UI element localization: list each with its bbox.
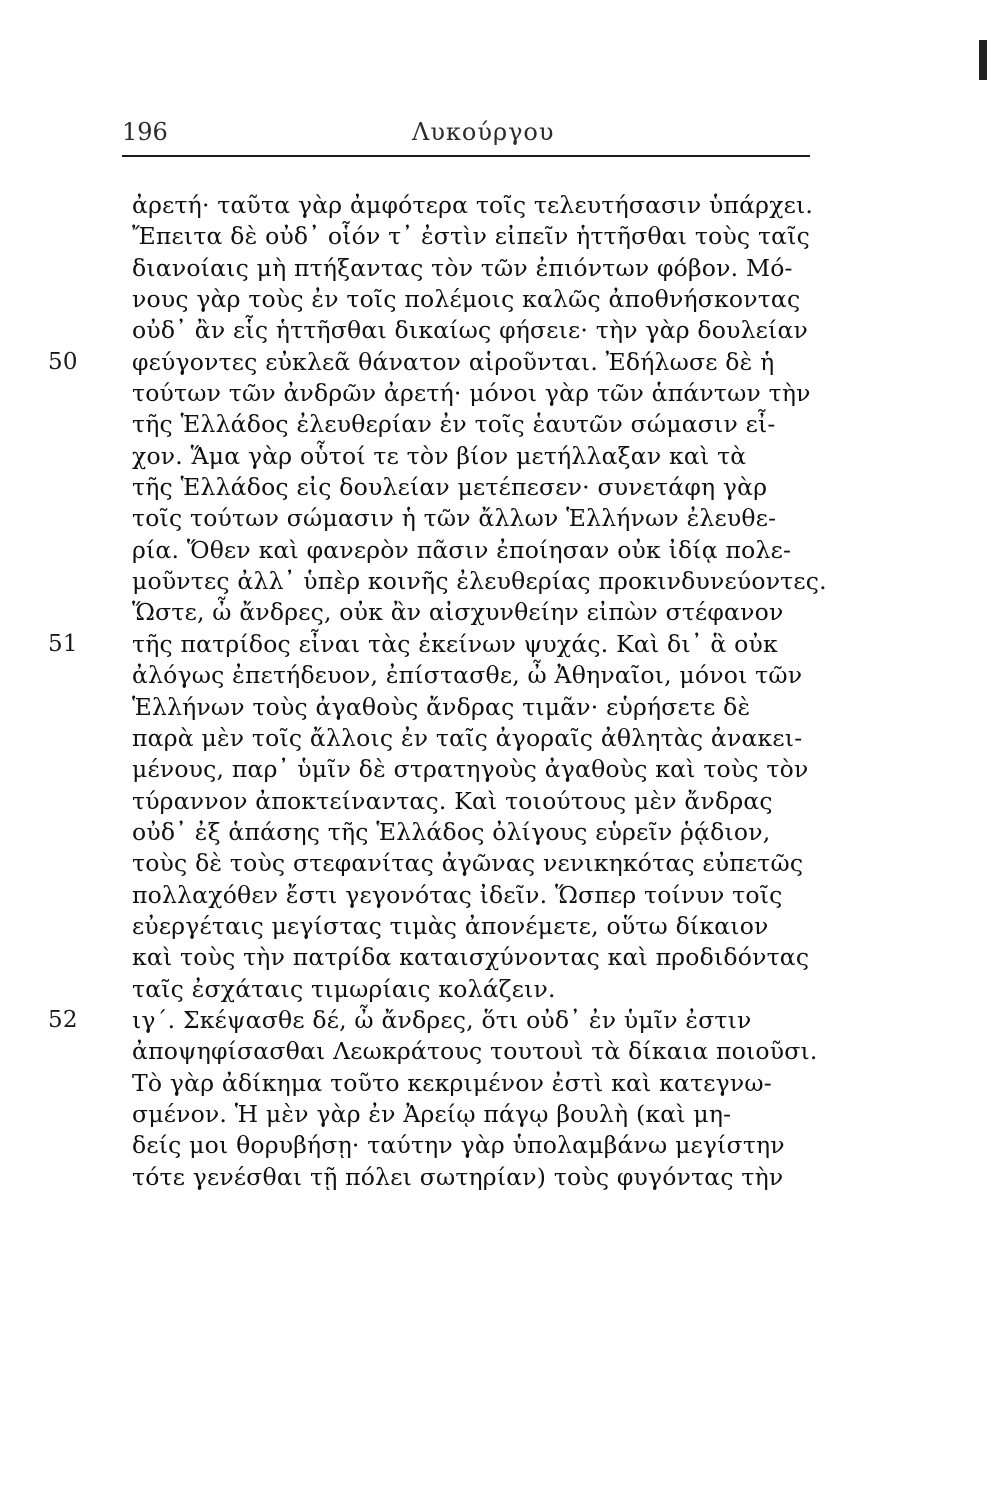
text-line — [132, 942, 852, 973]
running-title: Λυκούργου — [412, 118, 555, 146]
text-line — [132, 284, 852, 315]
line-text: πολλαχόθεν ἔστι γεγονότας ἰδεῖν. Ὥσπερ τοίνυν τοῖς — [132, 880, 783, 909]
line-text: σμένον. Ἡ μὲν γὰρ ἐν Ἀρείῳ πάγῳ βουλὴ (καὶ μη- — [132, 1099, 732, 1128]
line-text: ἀρετή· ταῦτα γὰρ ἀμφότερα τοῖς τελευτήσασιν ὑπάρχει. — [132, 191, 814, 219]
text-line — [132, 409, 852, 440]
text-line — [132, 786, 852, 817]
line-text: μένους, παρ᾽ ὑμῖν δὲ στρατηγοὺς ἀγαθοὺς καὶ τοὺς τὸν — [132, 755, 809, 784]
text-line — [132, 660, 852, 691]
header-rule — [122, 155, 810, 157]
text-line — [48, 1005, 852, 1036]
section-number: 52 — [48, 1006, 78, 1033]
text-line — [132, 472, 852, 503]
text-line — [132, 880, 852, 911]
text-line — [132, 441, 852, 472]
page-header — [122, 118, 812, 158]
page-edge-mark — [979, 40, 987, 80]
line-text: τῆς πατρίδος εἶναι τὰς ἐκείνων ψυχάς. Καὶ δι᾽ ἃ οὐκ — [132, 629, 778, 658]
line-text: ταῖς ἐσχάταις τιμωρίαις κολάζειν. — [132, 974, 556, 1003]
line-text: Ἔπειτα δὲ οὐδ᾽ οἷόν τ᾽ ἐστὶν εἰπεῖν ἡττῆσθαι τοὺς ταῖς — [132, 222, 811, 251]
line-text: ἀποψηφίσασθαι Λεωκράτους τουτουὶ τὰ δίκαια ποιοῦσι. — [132, 1037, 818, 1066]
text-line — [132, 1130, 852, 1161]
line-text: ρία. Ὅθεν καὶ φανερὸν πᾶσιν ἐποίησαν οὐκ ἰδίᾳ πολε- — [132, 535, 792, 564]
page-number: 196 — [122, 118, 168, 146]
line-text: ἀλόγως ἐπετήδευον, ἐπίστασθε, ὦ Ἀθηναῖοι, μόνοι τῶν — [132, 661, 803, 690]
section-number: 50 — [48, 348, 78, 375]
line-text: νους γὰρ τοὺς ἐν τοῖς πολέμοις καλῶς ἀποθνήσκοντας — [132, 285, 801, 314]
text-line — [132, 911, 852, 942]
text-line — [132, 378, 852, 409]
line-text: τῆς Ἑλλάδος εἰς δουλείαν μετέπεσεν· συνετάφη γὰρ — [132, 473, 768, 502]
line-text: χον. Ἅμα γὰρ οὗτοί τε τὸν βίον μετήλλαξαν καὶ τὰ — [132, 441, 747, 470]
text-line — [132, 253, 852, 284]
text-line — [132, 597, 852, 628]
line-text: τότε γενέσθαι τῇ πόλει σωτηρίαν) τοὺς φυγόντας τὴν — [132, 1162, 784, 1191]
text-line — [132, 723, 852, 754]
line-text: οὐδ᾽ ἐξ ἁπάσης τῆς Ἑλλάδος ὀλίγους εὑρεῖν ῥᾴδιον, — [132, 817, 771, 846]
line-text: τοῖς τούτων σώμασιν ἡ τῶν ἄλλων Ἑλλήνων ἐλευθε- — [132, 504, 777, 533]
line-text: ιγ΄. Σκέψασθε δέ, ὦ ἄνδρες, ὅτι οὐδ᾽ ἐν ὑμῖν ἐστιν — [132, 1005, 752, 1034]
text-line — [132, 974, 852, 1005]
text-line — [132, 817, 852, 848]
line-text: Τὸ γὰρ ἀδίκημα τοῦτο κεκριμένον ἐστὶ καὶ κατεγνω- — [132, 1068, 772, 1097]
line-text: Ἑλλήνων τοὺς ἀγαθοὺς ἄνδρας τιμᾶν· εὑρήσετε δὲ — [132, 692, 751, 721]
section-number: 51 — [48, 630, 78, 657]
text-line — [132, 315, 852, 346]
line-text: φεύγοντες εὐκλεᾶ θάνατον αἱροῦνται. Ἐδήλωσε δὲ ἡ — [132, 347, 775, 376]
text-line — [48, 629, 852, 660]
text-line — [132, 221, 852, 252]
line-text: Ὥστε, ὦ ἄνδρες, οὐκ ἂν αἰσχυνθείην εἰπὼν στέφανον — [132, 598, 784, 627]
line-text: τύραννον ἀποκτείναντας. Καὶ τοιούτους μὲν ἄνδρας — [132, 786, 773, 815]
text-line — [132, 566, 852, 597]
text-line — [132, 1162, 852, 1193]
line-text: τοὺς δὲ τοὺς στεφανίτας ἀγῶνας νενικηκότας εὐπετῶς — [132, 849, 804, 878]
text-line — [132, 1036, 852, 1067]
line-text: οὐδ᾽ ἂν εἷς ἡττῆσθαι δικαίως φήσειε· τὴν γὰρ δουλείαν — [132, 316, 809, 345]
line-text: τῆς Ἑλλάδος ἐλευθερίαν ἐν τοῖς ἑαυτῶν σώμασιν εἶ- — [132, 410, 776, 439]
text-line — [132, 692, 852, 723]
line-text: διανοίαις μὴ πτήξαντας τὸν τῶν ἐπιόντων φόβον. Μό- — [132, 253, 793, 282]
text-line — [132, 754, 852, 785]
text-line — [132, 848, 852, 879]
line-text: τούτων τῶν ἀνδρῶν ἀρετή· μόνοι γὰρ τῶν ἁπάντων τὴν — [132, 379, 811, 408]
text-line — [132, 190, 852, 221]
line-text: μοῦντες ἀλλ᾽ ὑπὲρ κοινῆς ἐλευθερίας προκινδυνεύοντες. — [132, 567, 827, 596]
text-line — [132, 503, 852, 534]
line-text: παρὰ μὲν τοῖς ἄλλοις ἐν ταῖς ἀγοραῖς ἀθλητὰς ἀνακει- — [132, 723, 803, 752]
text-line — [48, 347, 852, 378]
line-text: καὶ τοὺς τὴν πατρίδα καταισχύνοντας καὶ προδιδόντας — [132, 943, 810, 972]
line-text: εὐεργέταις μεγίστας τιμὰς ἀπονέμετε, οὕτω δίκαιον — [132, 911, 769, 940]
text-line — [132, 1068, 852, 1099]
text-line — [132, 535, 852, 566]
line-text: δείς μοι θορυβήσῃ· ταύτην γὰρ ὑπολαμβάνω μεγίστην — [132, 1131, 785, 1160]
text-line — [132, 1099, 852, 1130]
main-text — [48, 190, 852, 1193]
